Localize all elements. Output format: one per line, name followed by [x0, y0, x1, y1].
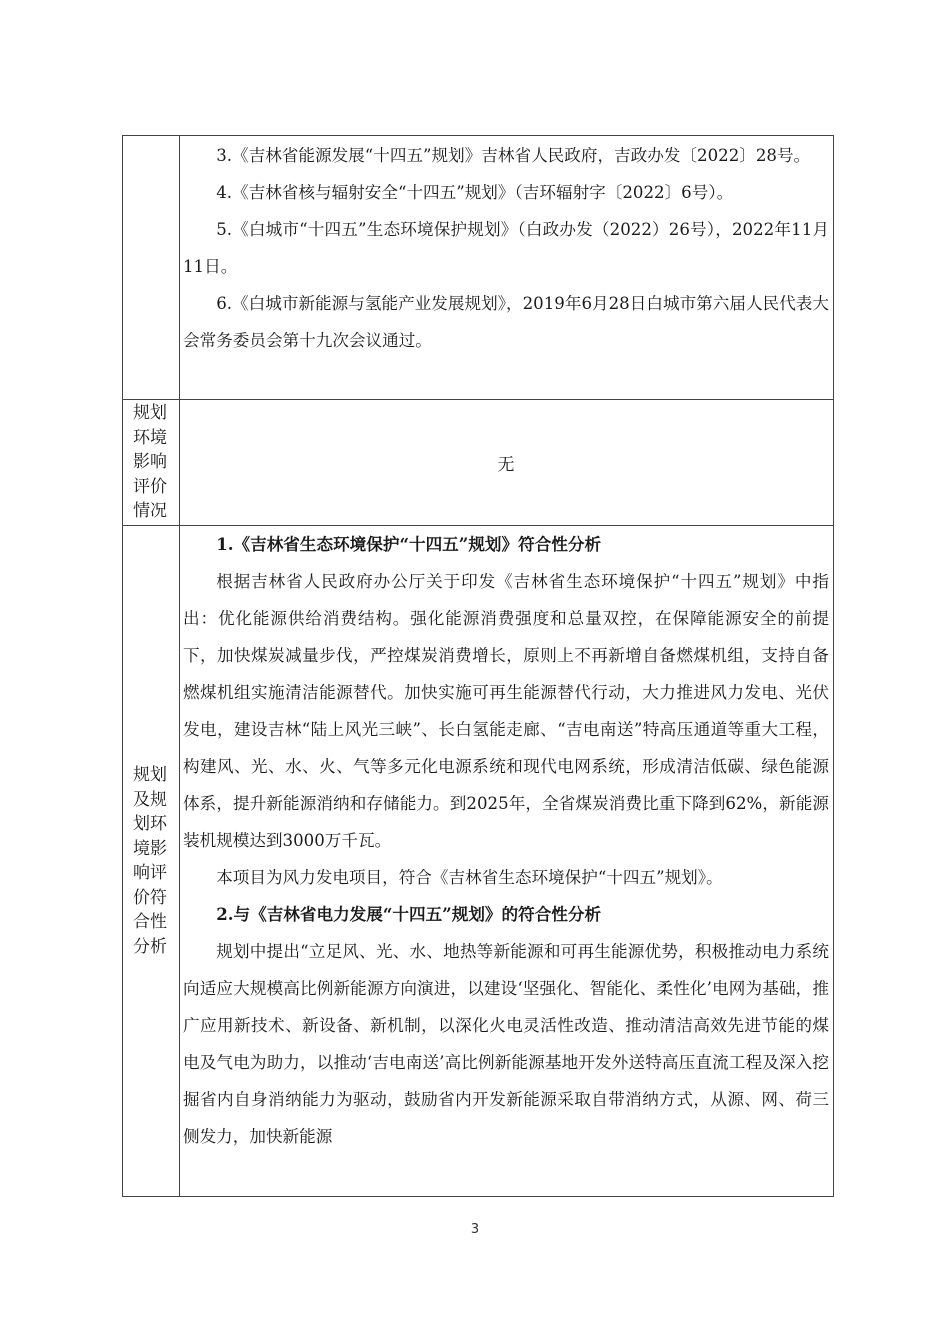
reference-item-4: 4.《吉林省核与辐射安全“十四五”规划》（吉环辐射字〔2022〕6号）。 [216, 183, 734, 202]
page-number: 3 [470, 1222, 480, 1237]
table-row-eia-status [123, 400, 834, 526]
section-2-body: 规划中提出“立足风、光、水、地热等新能源和可再生能源优势，积极推动电力系统向适应大规模高比例新能源方向演进，以建设‘坚强化、智能化、柔性化’电网为基础，推广应用新技术、新设备、新机制，以深化火电灵活性改造、推动清洁高效先进节能的煤电及气电为助力，以推动‘吉电南送’高比例新能源基地开发外送特高压直流工程及深入挖掘省内自身消纳能力为驱动，鼓励省内开发新能源采取自带消纳方式，从源、网、荷三侧发力，加快新能源 [183, 942, 829, 1146]
reference-item-6: 6.《白城市新能源与氢能产业发展规划》，2019年6月28日白城市第六届人民代表大会常务委员会第十九次会议通过。 [183, 294, 829, 350]
table-row-references [123, 136, 834, 400]
section-heading-1: 1.《吉林省生态环境保护“十四五”规划》符合性分析 [216, 534, 602, 554]
references-content [180, 136, 834, 400]
row-label-empty [123, 136, 180, 400]
reference-item-3: 3.《吉林省能源发展“十四五”规划》吉林省人民政府，吉政办发〔2022〕28号。 [216, 146, 811, 165]
table-row-compliance-analysis [123, 526, 834, 1197]
row-label-compliance-analysis: 规划及规划环境影响评价符合性分析 [123, 526, 180, 1197]
section-1-conclusion: 本项目为风力发电项目，符合《吉林省生态环境保护“十四五”规划》。 [216, 868, 723, 887]
eia-status-value: 无 [180, 400, 834, 526]
section-1-body: 根据吉林省人民政府办公厅关于印发《吉林省生态环境保护“十四五”规划》中指出：优化能源供给消费结构。强化能源消费强度和总量双控，在保障能源安全的前提下，加快煤炭减量步伐，严控煤炭消费增长，原则上不再新增自备燃煤机组，支持自备燃煤机组实施清洁能源替代。加快实施可再生能源替代行动，大力推进风力发电、光伏发电，建设吉林“陆上风光三峡”、长白氢能走廊、“吉电南送”特高压通道等重大工程，构建风、光、水、火、气等多元化电源系统和现代电网系统，形成清洁低碳、绿色能源体系，提升新能源消纳和存储能力。到2025年，全省煤炭消费比重下降到62%，新能源装机规模达到3000万千瓦。 [183, 572, 829, 850]
reference-item-5: 5.《白城市“十四五”生态环境保护规划》（白政办发（2022）26号），2022年11月11日。 [183, 220, 829, 276]
document-table [122, 135, 834, 1197]
section-heading-2: 2.与《吉林省电力发展“十四五”规划》的符合性分析 [216, 904, 602, 924]
row-label-eia-status: 规划环境影响评价情况 [123, 400, 180, 526]
compliance-analysis-content [180, 526, 834, 1197]
